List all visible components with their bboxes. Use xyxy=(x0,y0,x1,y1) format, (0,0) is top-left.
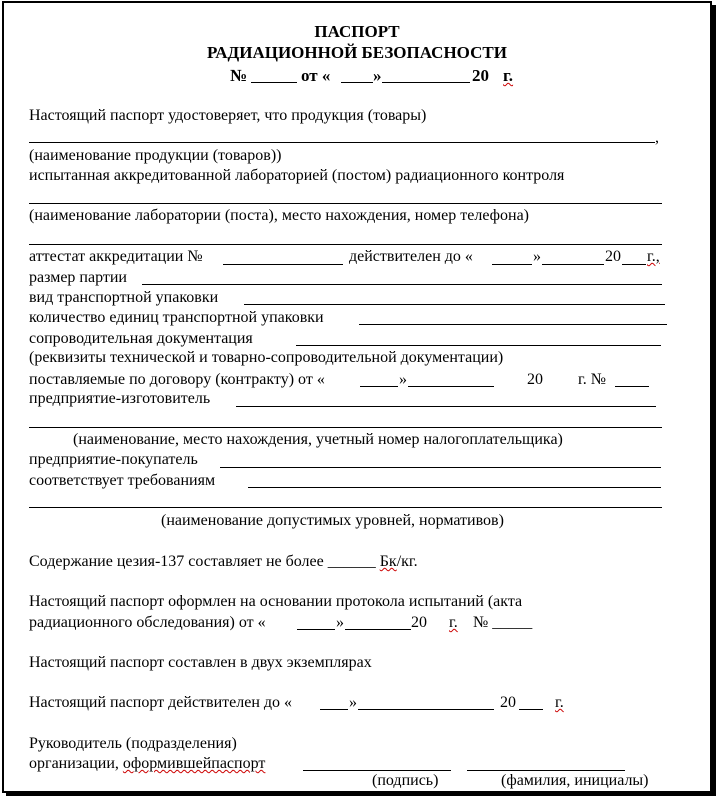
documents-caption: (реквизиты технической и товарно-сопроводительной документации) xyxy=(29,349,504,366)
contract-year-prefix: 20 xyxy=(527,371,543,388)
comma: , xyxy=(655,129,659,146)
party-size-label: размер партии xyxy=(29,269,127,286)
requirements-caption: (наименование допустимых уровней, нормативов) xyxy=(161,512,504,529)
buyer-label: предприятие-покупатель xyxy=(29,451,198,468)
cesium-content: Содержание цезия-137 составляет не более ______ Бк/кг. xyxy=(29,553,418,570)
product-name-caption: (наименование продукции (товаров)) xyxy=(29,147,282,164)
manufacturer-label: предприятие-изготовитель xyxy=(29,390,211,407)
signature-caption: (подпись) xyxy=(372,772,439,789)
package-count-label: количество единиц транспортной упаковки xyxy=(29,309,324,326)
valid-to-day-field[interactable] xyxy=(320,709,348,710)
requirements-field[interactable] xyxy=(248,487,661,488)
requirements-field-2[interactable] xyxy=(29,507,662,508)
basis-date-label: радиационного обследования) от « xyxy=(29,614,266,631)
valid-year-prefix: 20 xyxy=(605,248,621,265)
contract-day-field[interactable] xyxy=(360,386,398,387)
documents-label: сопроводительная документация xyxy=(29,330,253,347)
contract-number-field[interactable] xyxy=(615,386,649,387)
product-intro: Настоящий паспорт удостоверяет, что продукция (товары) xyxy=(29,107,427,124)
basis-quote-close: » xyxy=(336,614,344,631)
documents-field[interactable] xyxy=(296,345,661,346)
party-size-field[interactable] xyxy=(142,284,662,285)
manufacturer-field-2[interactable] xyxy=(29,427,662,428)
contract-month-field[interactable] xyxy=(408,386,494,387)
valid-to-year-prefix: 20 xyxy=(500,694,516,711)
basis-month-field[interactable] xyxy=(345,629,411,630)
valid-until-label: действителен до « xyxy=(349,248,473,265)
head-line-1: Руководитель (подразделения) xyxy=(29,735,237,752)
package-type-field[interactable] xyxy=(244,304,665,305)
laboratory-intro: испытанная аккредитованной лабораторией (постом) радиационного контроля xyxy=(29,167,565,184)
quote-close: » xyxy=(373,66,382,85)
date-day-field[interactable] xyxy=(341,82,373,83)
product-name-field[interactable] xyxy=(29,142,655,143)
head-line-2: организации, оформившейпаспорт xyxy=(29,755,266,772)
buyer-field[interactable] xyxy=(220,467,661,468)
basis-year-suffix: г. xyxy=(449,614,458,631)
valid-to-year-suffix: г. xyxy=(555,694,564,711)
package-type-label: вид транспортной упаковки xyxy=(29,289,219,306)
year-suffix: г. xyxy=(503,66,514,85)
valid-to-quote-close: » xyxy=(349,694,357,711)
valid-to-month-field[interactable] xyxy=(358,709,494,710)
laboratory-field[interactable] xyxy=(29,203,662,204)
number-label: № xyxy=(230,66,248,85)
basis-line-1: Настоящий паспорт оформлен на основании протокола испытаний (акта xyxy=(29,593,523,610)
date-from-label: от « xyxy=(301,66,331,85)
basis-day-field[interactable] xyxy=(297,629,335,630)
requirements-label: соответствует требованиям xyxy=(29,472,216,489)
basis-year-prefix: 20 xyxy=(411,614,427,631)
date-month-field[interactable] xyxy=(382,82,470,83)
valid-to-year-field[interactable] xyxy=(519,709,543,710)
manufacturer-field[interactable] xyxy=(236,406,656,407)
contract-number-label: г. № xyxy=(578,371,607,388)
year-prefix: 20 xyxy=(472,66,489,85)
number-field[interactable] xyxy=(251,82,297,83)
manufacturer-caption: (наименование, место нахождения, учетный номер налогоплательщика) xyxy=(73,431,563,448)
valid-quote-close: » xyxy=(533,248,541,265)
valid-to-label: Настоящий паспорт действителен до « xyxy=(29,694,293,711)
accreditation-label: аттестат аккредитации № xyxy=(29,248,203,265)
valid-month-field[interactable] xyxy=(542,264,604,265)
contract-label: поставляемые по договору (контракту) от « xyxy=(29,371,325,388)
title-line-1: ПАСПОРТ xyxy=(314,22,400,41)
passport-form xyxy=(2,1,712,793)
contract-quote-close: » xyxy=(399,371,407,388)
laboratory-field-2[interactable] xyxy=(29,244,662,245)
accreditation-number-field[interactable] xyxy=(223,264,343,265)
title-line-2: РАДИАЦИОННОЙ БЕЗОПАСНОСТИ xyxy=(207,43,507,62)
name-initials-caption: (фамилия, инициалы) xyxy=(501,772,649,789)
package-count-field[interactable] xyxy=(359,324,667,325)
valid-year-field[interactable] xyxy=(622,264,646,265)
valid-year-suffix: г., xyxy=(647,248,660,265)
laboratory-caption: (наименование лаборатории (поста), место нахождения, номер телефона) xyxy=(29,207,530,224)
two-copies-note: Настоящий паспорт составлен в двух экземплярах xyxy=(29,654,372,671)
basis-number: № _____ xyxy=(473,614,533,631)
valid-day-field[interactable] xyxy=(492,264,532,265)
